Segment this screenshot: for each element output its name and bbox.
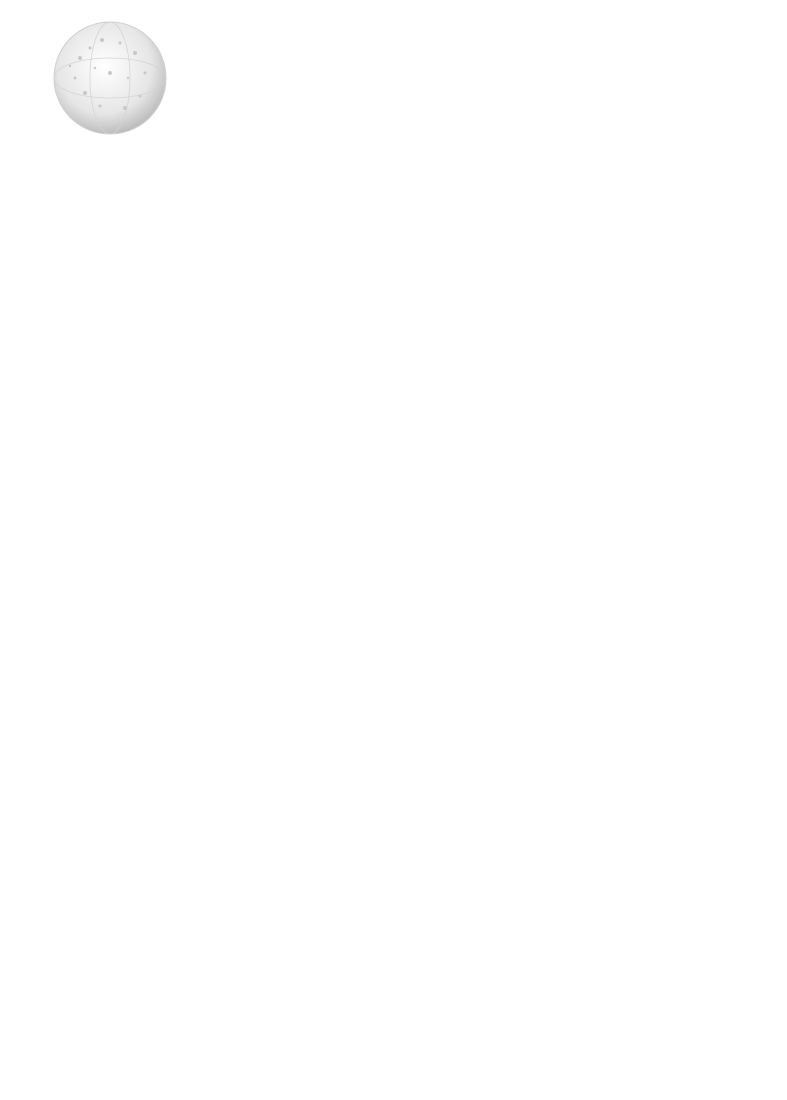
section-heading xyxy=(116,536,134,556)
globe-decoration xyxy=(50,18,170,138)
